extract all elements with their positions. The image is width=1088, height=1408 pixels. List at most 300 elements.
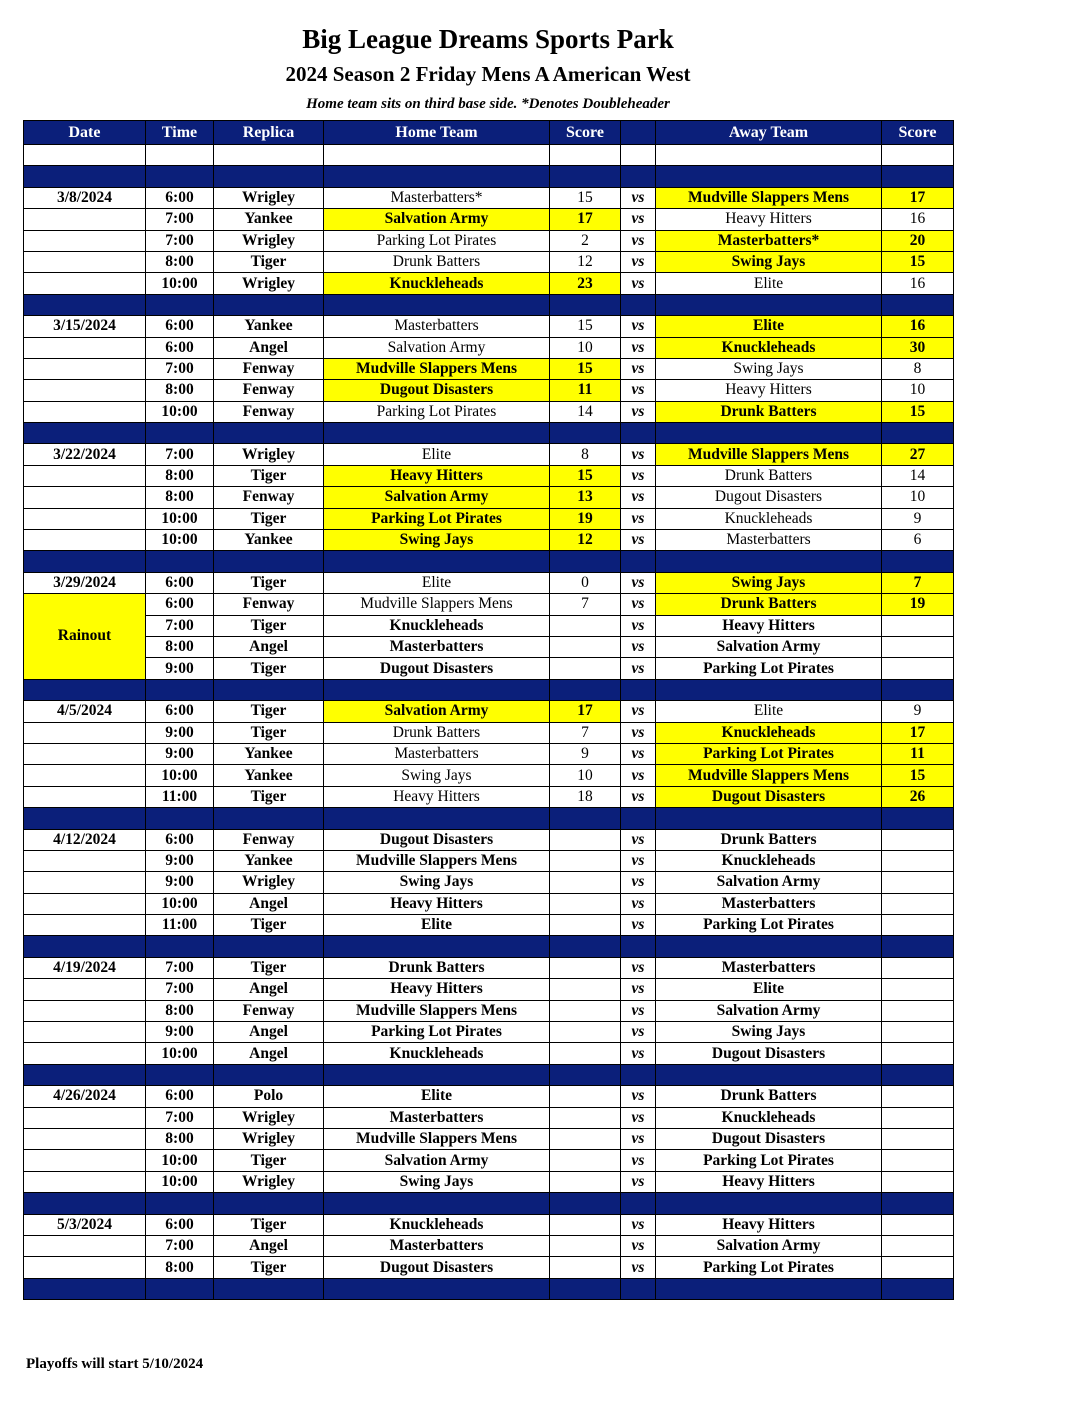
away-team-cell: Heavy Hitters bbox=[656, 380, 882, 401]
separator-cell bbox=[656, 551, 882, 572]
separator-cell bbox=[550, 936, 621, 957]
home-team-cell: Masterbatters bbox=[324, 316, 550, 337]
date-cell bbox=[24, 337, 146, 358]
home-score-cell: 2 bbox=[550, 230, 621, 251]
home-score-cell: 17 bbox=[550, 701, 621, 722]
date-cell: 4/12/2024 bbox=[24, 829, 146, 850]
table-row bbox=[24, 829, 954, 850]
field-cell: Fenway bbox=[214, 594, 324, 615]
separator-cell bbox=[214, 423, 324, 444]
away-score-cell: 26 bbox=[882, 786, 954, 807]
time-cell: 6:00 bbox=[146, 594, 214, 615]
table-row bbox=[24, 765, 954, 786]
away-team-cell: Parking Lot Pirates bbox=[656, 915, 882, 936]
time-cell: 10:00 bbox=[146, 530, 214, 551]
separator-cell bbox=[214, 1278, 324, 1299]
table-row bbox=[24, 230, 954, 251]
table-row bbox=[24, 337, 954, 358]
table-row bbox=[24, 1235, 954, 1256]
date-cell bbox=[24, 722, 146, 743]
date-cell bbox=[24, 893, 146, 914]
date-cell bbox=[24, 508, 146, 529]
separator-cell bbox=[146, 679, 214, 700]
away-score-cell bbox=[882, 893, 954, 914]
field-cell: Tiger bbox=[214, 508, 324, 529]
separator-cell bbox=[656, 1278, 882, 1299]
home-team-cell: Salvation Army bbox=[324, 701, 550, 722]
vs-label: vs bbox=[621, 508, 656, 529]
home-team-cell: Elite bbox=[324, 915, 550, 936]
away-team-cell: Masterbatters bbox=[656, 957, 882, 978]
date-cell bbox=[24, 1107, 146, 1128]
col-header-home-score: Score bbox=[550, 121, 621, 145]
page-subtitle: 2024 Season 2 Friday Mens A American West bbox=[285, 62, 691, 86]
vs-label: vs bbox=[621, 786, 656, 807]
date-cell: 5/3/2024 bbox=[24, 1214, 146, 1235]
away-team-cell: Drunk Batters bbox=[656, 594, 882, 615]
home-score-cell bbox=[550, 1257, 621, 1278]
table-row bbox=[24, 743, 954, 764]
away-score-cell: 20 bbox=[882, 230, 954, 251]
vs-label: vs bbox=[621, 530, 656, 551]
home-score-cell: 15 bbox=[550, 358, 621, 379]
field-cell: Tiger bbox=[214, 1150, 324, 1171]
separator-row bbox=[24, 166, 954, 187]
away-score-cell bbox=[882, 636, 954, 657]
away-score-cell bbox=[882, 850, 954, 871]
date-cell bbox=[24, 209, 146, 230]
away-team-cell: Heavy Hitters bbox=[656, 615, 882, 636]
date-cell bbox=[24, 358, 146, 379]
separator-cell bbox=[24, 679, 146, 700]
home-score-cell bbox=[550, 872, 621, 893]
vs-label: vs bbox=[621, 722, 656, 743]
table-row bbox=[24, 187, 954, 208]
table-row bbox=[24, 444, 954, 465]
time-cell: 8:00 bbox=[146, 1000, 214, 1021]
home-score-cell bbox=[550, 658, 621, 679]
field-cell: Fenway bbox=[214, 1000, 324, 1021]
field-cell: Angel bbox=[214, 337, 324, 358]
field-cell: Fenway bbox=[214, 487, 324, 508]
separator-cell bbox=[621, 936, 656, 957]
field-cell: Yankee bbox=[214, 316, 324, 337]
home-score-cell: 10 bbox=[550, 337, 621, 358]
home-team-cell: Drunk Batters bbox=[324, 251, 550, 272]
time-cell: 10:00 bbox=[146, 765, 214, 786]
table-row bbox=[24, 1043, 954, 1064]
away-score-cell bbox=[882, 1043, 954, 1064]
time-cell: 10:00 bbox=[146, 1043, 214, 1064]
home-team-cell: Knuckleheads bbox=[324, 1214, 550, 1235]
separator-cell bbox=[146, 166, 214, 187]
separator-cell bbox=[882, 166, 954, 187]
vs-label: vs bbox=[621, 1043, 656, 1064]
date-cell: 3/29/2024 bbox=[24, 572, 146, 593]
field-cell: Yankee bbox=[214, 530, 324, 551]
schedule-body bbox=[24, 145, 954, 1300]
date-cell bbox=[24, 1171, 146, 1192]
date-cell: 4/5/2024 bbox=[24, 701, 146, 722]
table-row bbox=[24, 872, 954, 893]
home-score-cell bbox=[550, 1235, 621, 1256]
table-row bbox=[24, 358, 954, 379]
table-row bbox=[24, 786, 954, 807]
separator-cell bbox=[24, 166, 146, 187]
separator-cell bbox=[24, 423, 146, 444]
separator-cell bbox=[550, 1064, 621, 1085]
separator-cell bbox=[882, 808, 954, 829]
away-score-cell: 16 bbox=[882, 316, 954, 337]
vs-label: vs bbox=[621, 893, 656, 914]
separator-cell bbox=[656, 423, 882, 444]
time-cell: 10:00 bbox=[146, 893, 214, 914]
away-team-cell: Mudville Slappers Mens bbox=[656, 187, 882, 208]
date-cell bbox=[24, 1150, 146, 1171]
table-row bbox=[24, 251, 954, 272]
separator-cell bbox=[24, 145, 146, 166]
home-team-cell: Swing Jays bbox=[324, 872, 550, 893]
vs-label: vs bbox=[621, 594, 656, 615]
separator-cell bbox=[621, 808, 656, 829]
field-cell: Tiger bbox=[214, 786, 324, 807]
away-team-cell: Swing Jays bbox=[656, 572, 882, 593]
home-score-cell bbox=[550, 1171, 621, 1192]
home-team-cell: Dugout Disasters bbox=[324, 829, 550, 850]
home-team-cell: Parking Lot Pirates bbox=[324, 1022, 550, 1043]
separator-cell bbox=[146, 1193, 214, 1214]
away-score-cell: 10 bbox=[882, 380, 954, 401]
home-team-cell: Mudville Slappers Mens bbox=[324, 1128, 550, 1149]
field-cell: Angel bbox=[214, 893, 324, 914]
table-row bbox=[24, 893, 954, 914]
separator-cell bbox=[146, 936, 214, 957]
separator-cell bbox=[550, 551, 621, 572]
home-team-cell: Masterbatters bbox=[324, 636, 550, 657]
field-cell: Yankee bbox=[214, 850, 324, 871]
table-row bbox=[24, 508, 954, 529]
vs-label: vs bbox=[621, 1150, 656, 1171]
field-cell: Yankee bbox=[214, 765, 324, 786]
separator-cell bbox=[214, 679, 324, 700]
away-score-cell bbox=[882, 872, 954, 893]
away-score-cell bbox=[882, 1107, 954, 1128]
away-team-cell: Dugout Disasters bbox=[656, 487, 882, 508]
vs-label: vs bbox=[621, 273, 656, 294]
date-cell bbox=[24, 743, 146, 764]
separator-cell bbox=[882, 1193, 954, 1214]
away-team-cell: Swing Jays bbox=[656, 1022, 882, 1043]
away-team-cell: Heavy Hitters bbox=[656, 209, 882, 230]
date-cell bbox=[24, 850, 146, 871]
home-team-cell: Elite bbox=[324, 572, 550, 593]
vs-label: vs bbox=[621, 230, 656, 251]
separator-cell bbox=[214, 808, 324, 829]
away-team-cell: Elite bbox=[656, 273, 882, 294]
separator-cell bbox=[324, 166, 550, 187]
separator-cell bbox=[882, 936, 954, 957]
field-cell: Tiger bbox=[214, 1257, 324, 1278]
vs-label: vs bbox=[621, 251, 656, 272]
time-cell: 6:00 bbox=[146, 1086, 214, 1107]
field-cell: Tiger bbox=[214, 957, 324, 978]
date-cell: 4/26/2024 bbox=[24, 1086, 146, 1107]
separator-cell bbox=[324, 936, 550, 957]
table-row bbox=[24, 636, 954, 657]
separator-cell bbox=[621, 679, 656, 700]
time-cell: 6:00 bbox=[146, 337, 214, 358]
away-score-cell bbox=[882, 1257, 954, 1278]
away-team-cell: Salvation Army bbox=[656, 1235, 882, 1256]
separator-cell bbox=[882, 551, 954, 572]
field-cell: Tiger bbox=[214, 722, 324, 743]
separator-cell bbox=[550, 166, 621, 187]
home-score-cell bbox=[550, 893, 621, 914]
home-team-cell: Parking Lot Pirates bbox=[324, 230, 550, 251]
home-team-cell: Dugout Disasters bbox=[324, 1257, 550, 1278]
away-score-cell bbox=[882, 957, 954, 978]
vs-label: vs bbox=[621, 465, 656, 486]
away-team-cell: Drunk Batters bbox=[656, 465, 882, 486]
field-cell: Wrigley bbox=[214, 187, 324, 208]
table-row bbox=[24, 1257, 954, 1278]
time-cell: 7:00 bbox=[146, 957, 214, 978]
separator-cell bbox=[621, 1278, 656, 1299]
field-cell: Wrigley bbox=[214, 1171, 324, 1192]
away-team-cell: Swing Jays bbox=[656, 251, 882, 272]
table-row bbox=[24, 465, 954, 486]
table-row bbox=[24, 1107, 954, 1128]
vs-label: vs bbox=[621, 1086, 656, 1107]
date-cell: 3/15/2024 bbox=[24, 316, 146, 337]
away-team-cell: Elite bbox=[656, 701, 882, 722]
home-team-cell: Swing Jays bbox=[324, 1171, 550, 1192]
home-score-cell: 14 bbox=[550, 401, 621, 422]
away-score-cell: 16 bbox=[882, 209, 954, 230]
away-score-cell: 9 bbox=[882, 508, 954, 529]
home-team-cell: Swing Jays bbox=[324, 530, 550, 551]
away-score-cell bbox=[882, 979, 954, 1000]
time-cell: 6:00 bbox=[146, 1214, 214, 1235]
blank-row bbox=[24, 145, 954, 166]
away-team-cell: Elite bbox=[656, 979, 882, 1000]
away-score-cell: 14 bbox=[882, 465, 954, 486]
separator-cell bbox=[214, 145, 324, 166]
vs-label: vs bbox=[621, 316, 656, 337]
separator-cell bbox=[146, 1064, 214, 1085]
date-cell bbox=[24, 230, 146, 251]
away-team-cell: Heavy Hitters bbox=[656, 1214, 882, 1235]
table-row bbox=[24, 273, 954, 294]
separator-cell bbox=[882, 423, 954, 444]
time-cell: 7:00 bbox=[146, 1235, 214, 1256]
field-cell: Wrigley bbox=[214, 444, 324, 465]
separator-cell bbox=[882, 679, 954, 700]
home-team-cell: Drunk Batters bbox=[324, 957, 550, 978]
separator-cell bbox=[550, 145, 621, 166]
date-cell bbox=[24, 872, 146, 893]
separator-cell bbox=[214, 551, 324, 572]
separator-cell bbox=[550, 423, 621, 444]
vs-label: vs bbox=[621, 765, 656, 786]
home-team-cell: Mudville Slappers Mens bbox=[324, 1000, 550, 1021]
date-cell: 3/8/2024 bbox=[24, 187, 146, 208]
separator-cell bbox=[882, 1064, 954, 1085]
home-score-cell bbox=[550, 1150, 621, 1171]
away-team-cell: Knuckleheads bbox=[656, 850, 882, 871]
time-cell: 10:00 bbox=[146, 1171, 214, 1192]
table-row bbox=[24, 1150, 954, 1171]
table-row bbox=[24, 401, 954, 422]
away-team-cell: Dugout Disasters bbox=[656, 1043, 882, 1064]
table-row bbox=[24, 979, 954, 1000]
away-team-cell: Masterbatters* bbox=[656, 230, 882, 251]
date-cell bbox=[24, 786, 146, 807]
home-team-cell: Salvation Army bbox=[324, 209, 550, 230]
separator-cell bbox=[656, 166, 882, 187]
separator-cell bbox=[324, 1064, 550, 1085]
home-score-cell bbox=[550, 915, 621, 936]
schedule-table bbox=[23, 120, 954, 1300]
date-cell bbox=[24, 1235, 146, 1256]
vs-label: vs bbox=[621, 401, 656, 422]
field-cell: Fenway bbox=[214, 829, 324, 850]
date-cell bbox=[24, 1043, 146, 1064]
away-score-cell: 8 bbox=[882, 358, 954, 379]
home-team-cell: Parking Lot Pirates bbox=[324, 508, 550, 529]
away-team-cell: Knuckleheads bbox=[656, 722, 882, 743]
date-cell bbox=[24, 530, 146, 551]
vs-label: vs bbox=[621, 380, 656, 401]
field-cell: Wrigley bbox=[214, 1107, 324, 1128]
table-row bbox=[24, 957, 954, 978]
separator-cell bbox=[324, 294, 550, 315]
separator-cell bbox=[214, 1064, 324, 1085]
separator-cell bbox=[24, 936, 146, 957]
separator-cell bbox=[656, 936, 882, 957]
away-team-cell: Elite bbox=[656, 316, 882, 337]
vs-label: vs bbox=[621, 615, 656, 636]
home-team-cell: Dugout Disasters bbox=[324, 658, 550, 679]
separator-cell bbox=[656, 679, 882, 700]
field-cell: Tiger bbox=[214, 915, 324, 936]
field-cell: Tiger bbox=[214, 465, 324, 486]
time-cell: 11:00 bbox=[146, 915, 214, 936]
separator-cell bbox=[621, 1064, 656, 1085]
field-cell: Angel bbox=[214, 1022, 324, 1043]
time-cell: 7:00 bbox=[146, 230, 214, 251]
field-cell: Wrigley bbox=[214, 230, 324, 251]
home-team-cell: Mudville Slappers Mens bbox=[324, 850, 550, 871]
time-cell: 11:00 bbox=[146, 786, 214, 807]
separator-cell bbox=[146, 423, 214, 444]
col-header-time: Time bbox=[146, 121, 214, 145]
separator-cell bbox=[550, 294, 621, 315]
vs-label: vs bbox=[621, 487, 656, 508]
home-score-cell bbox=[550, 1086, 621, 1107]
away-score-cell: 30 bbox=[882, 337, 954, 358]
col-header-away-score: Score bbox=[882, 121, 954, 145]
time-cell: 7:00 bbox=[146, 1107, 214, 1128]
away-score-cell bbox=[882, 658, 954, 679]
table-row bbox=[24, 1128, 954, 1149]
separator-cell bbox=[24, 294, 146, 315]
date-cell bbox=[24, 765, 146, 786]
vs-label: vs bbox=[621, 1171, 656, 1192]
field-cell: Fenway bbox=[214, 380, 324, 401]
home-score-cell: 12 bbox=[550, 530, 621, 551]
home-team-cell: Heavy Hitters bbox=[324, 979, 550, 1000]
col-header-date: Date bbox=[24, 121, 146, 145]
vs-label: vs bbox=[621, 979, 656, 1000]
separator-cell bbox=[550, 679, 621, 700]
home-score-cell bbox=[550, 1214, 621, 1235]
col-header-vs bbox=[621, 121, 656, 145]
time-cell: 9:00 bbox=[146, 850, 214, 871]
away-score-cell: 9 bbox=[882, 701, 954, 722]
home-team-cell: Dugout Disasters bbox=[324, 380, 550, 401]
home-score-cell: 11 bbox=[550, 380, 621, 401]
away-score-cell: 7 bbox=[882, 572, 954, 593]
time-cell: 6:00 bbox=[146, 829, 214, 850]
separator-cell bbox=[324, 551, 550, 572]
vs-label: vs bbox=[621, 1257, 656, 1278]
separator-cell bbox=[550, 1193, 621, 1214]
home-score-cell bbox=[550, 979, 621, 1000]
time-cell: 7:00 bbox=[146, 209, 214, 230]
away-score-cell: 17 bbox=[882, 187, 954, 208]
separator-row bbox=[24, 1064, 954, 1085]
home-team-cell: Elite bbox=[324, 1086, 550, 1107]
date-cell bbox=[24, 487, 146, 508]
separator-cell bbox=[324, 808, 550, 829]
away-team-cell: Mudville Slappers Mens bbox=[656, 765, 882, 786]
separator-cell bbox=[656, 1064, 882, 1085]
separator-cell bbox=[146, 294, 214, 315]
table-row bbox=[24, 722, 954, 743]
home-score-cell: 9 bbox=[550, 743, 621, 764]
away-team-cell: Swing Jays bbox=[656, 358, 882, 379]
home-team-cell: Mudville Slappers Mens bbox=[324, 594, 550, 615]
table-row bbox=[24, 1171, 954, 1192]
away-score-cell: 15 bbox=[882, 251, 954, 272]
table-row bbox=[24, 701, 954, 722]
vs-label: vs bbox=[621, 444, 656, 465]
away-team-cell: Salvation Army bbox=[656, 872, 882, 893]
away-score-cell bbox=[882, 1235, 954, 1256]
away-score-cell: 6 bbox=[882, 530, 954, 551]
away-team-cell: Parking Lot Pirates bbox=[656, 1257, 882, 1278]
away-score-cell: 27 bbox=[882, 444, 954, 465]
table-row bbox=[24, 1086, 954, 1107]
vs-label: vs bbox=[621, 743, 656, 764]
away-team-cell: Knuckleheads bbox=[656, 337, 882, 358]
home-score-cell: 7 bbox=[550, 722, 621, 743]
table-row bbox=[24, 530, 954, 551]
time-cell: 9:00 bbox=[146, 743, 214, 764]
separator-cell bbox=[214, 166, 324, 187]
date-cell bbox=[24, 1022, 146, 1043]
time-cell: 10:00 bbox=[146, 273, 214, 294]
home-score-cell bbox=[550, 1107, 621, 1128]
home-score-cell bbox=[550, 850, 621, 871]
table-row bbox=[24, 380, 954, 401]
home-score-cell: 15 bbox=[550, 187, 621, 208]
separator-cell bbox=[24, 1064, 146, 1085]
away-team-cell: Masterbatters bbox=[656, 893, 882, 914]
date-cell: 3/22/2024 bbox=[24, 444, 146, 465]
table-row bbox=[24, 487, 954, 508]
